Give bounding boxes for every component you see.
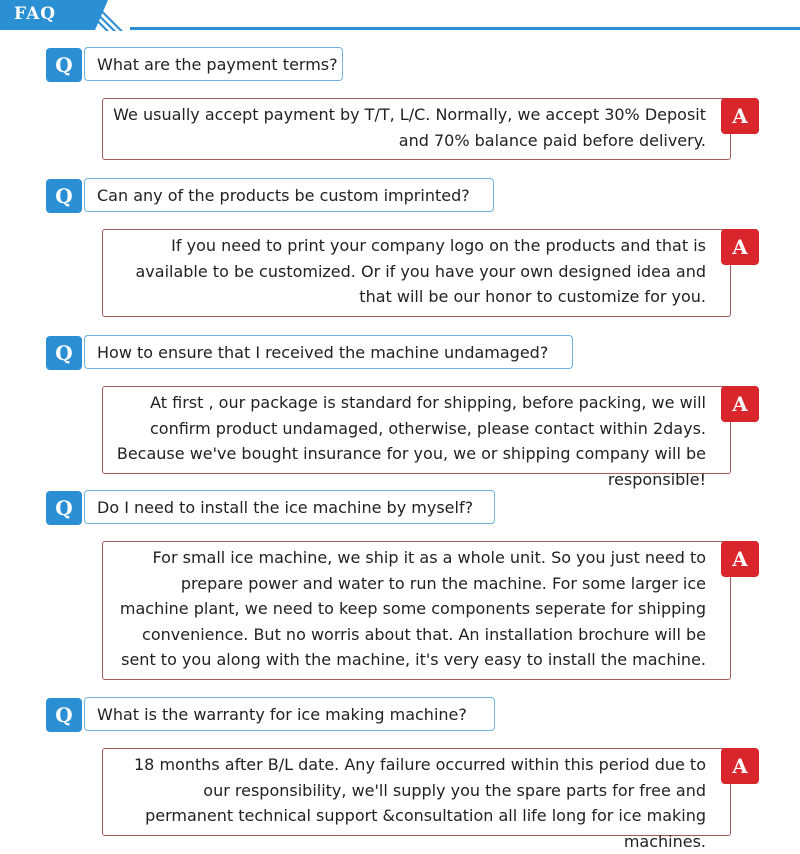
question-text: What is the warranty for ice making machine?	[84, 697, 495, 731]
question-text: What are the payment terms?	[84, 47, 343, 81]
question-badge: Q	[46, 179, 82, 213]
answer-text: We usually accept payment by T/T, L/C. Normally, we accept 30% Deposit and 70% balance paid before delivery.	[102, 98, 731, 160]
question-badge: Q	[46, 698, 82, 732]
question-text: Can any of the products be custom imprinted?	[84, 178, 494, 212]
answer-badge: A	[721, 98, 759, 134]
answer-text: For small ice machine, we ship it as a whole unit. So you just need to prepare power and water to run the machine. For some larger ice machine plant, we need to keep some components seperate for shipping convenience. But no worris about that. An installation brochure will be sent to you along with the machine, it's very easy to install the machine.	[102, 541, 731, 680]
answer-badge: A	[721, 541, 759, 577]
question-text: How to ensure that I received the machine undamaged?	[84, 335, 573, 369]
answer-text: If you need to print your company logo on the products and that is available to be customized. Or if you have your own designed idea and that will be our honor to customize for you.	[102, 229, 731, 317]
answer-badge: A	[721, 386, 759, 422]
question-badge: Q	[46, 336, 82, 370]
answer-text: 18 months after B/L date. Any failure occurred within this period due to our responsibility, we'll supply you the spare parts for free and permanent technical support &consultation all life long for ice making machines.	[102, 748, 731, 836]
answer-badge: A	[721, 229, 759, 265]
answer-text: At first , our package is standard for shipping, before packing, we will confirm product undamaged, otherwise, please contact within 2days. Because we've bought insurance for you, we or shipping company will be responsible!	[102, 386, 731, 474]
question-badge: Q	[46, 48, 82, 82]
question-badge: Q	[46, 491, 82, 525]
faq-header	[0, 0, 800, 32]
header-divider	[130, 27, 800, 30]
answer-badge: A	[721, 748, 759, 784]
question-text: Do I need to install the ice machine by myself?	[84, 490, 495, 524]
page-title: FAQ	[14, 4, 57, 24]
